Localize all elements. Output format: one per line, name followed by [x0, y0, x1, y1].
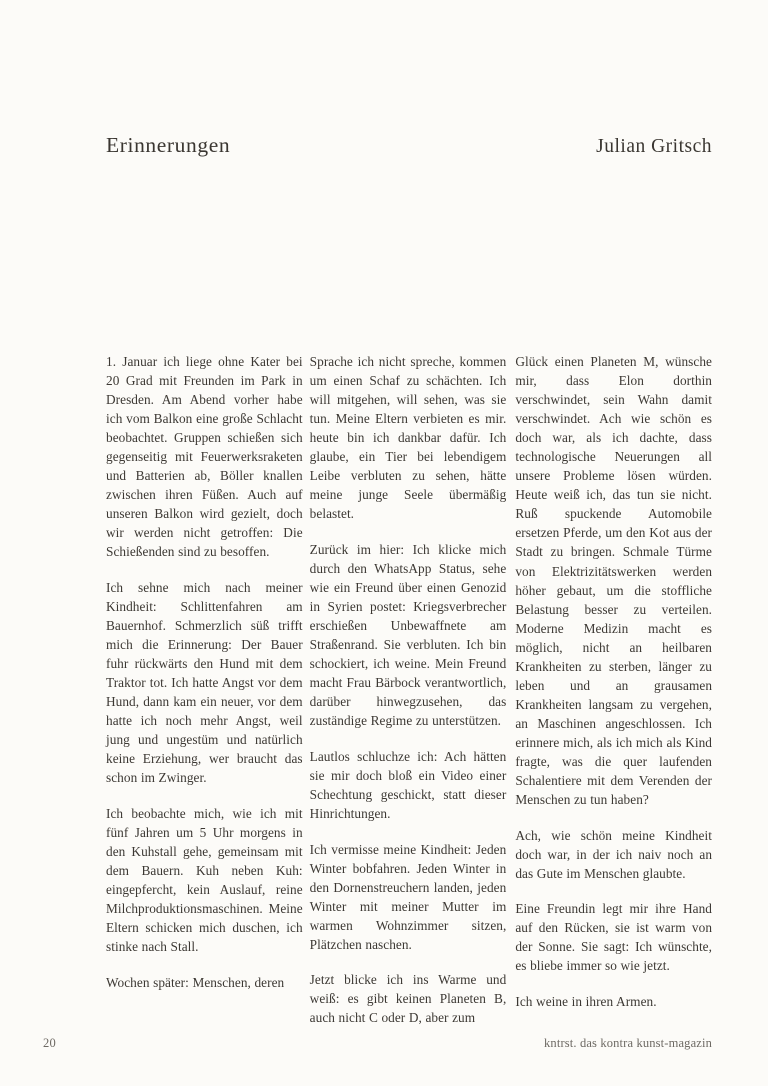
- paragraph: Eine Freundin legt mir ihre Hand auf den Rücken, sie ist warm von der Sonne. Sie sagt: Ich wünschte, es bliebe immer so wie jetzt.: [515, 901, 713, 974]
- paragraph: 1. Januar ich liege ohne Kater bei 20 Grad mit Freunden im Park in Dresden. Am Abend vorher habe ich vom Balkon eine große Schlacht beobachtet. Gruppen schießen sich gegenseitig mit Feuerwerksraketen und Batterien ab, Böller knallen zwischen ihren Füßen. Auch auf unseren Balkon wird gezielt, doch wir werden nicht getroffen: Die Schießenden sind zu besoffen.: [106, 354, 303, 560]
- paragraph: Ich sehne mich nach meiner Kindheit: Schlittenfahren am Bauernhof. Schmerzlich süß trifft mich die Erinnerung: Der Bauer fuhr rückwärts den Hund mit dem Traktor tot. Ich hatte Angst vor dem Hund, dann kam ein neuer, vor dem hatte ich noch mehr Angst, weil jung und ungestüm und natürlich keine Erziehung, wer braucht das schon im Zwinger.: [106, 580, 303, 786]
- paragraph: Ich beobachte mich, wie ich mit fünf Jahren um 5 Uhr morgens in den Kuhstall gehe, gemeinsam mit dem Bauern. Kuh neben Kuh: eingepfercht, kein Auslauf, reine Milchproduktionsmaschinen. Meine Eltern schicken mich duschen, ich stinke nach Stall.: [106, 806, 303, 955]
- page-header: [106, 133, 712, 158]
- paragraph: Sprache ich nicht spreche, kommen um einen Schaf zu schächten. Ich will mitgehen, will sehen, was sie tun. Meine Eltern verbieten es mir. heute bin ich dankbar dafür. Ich glaube, ein Tier bei lebendigem Leibe verbluten zu sehen, hätte meine junge Seele übermäßig belastet.: [309, 354, 507, 522]
- paragraph: Glück einen Planeten M, wünsche mir, dass Elon dorthin verschwindet, sein Wahn damit verschwindet. Ach wie schön es doch war, als ich dachte, dass technologische Neuerungen all unsere Probleme lösen würden. Heute weiß ich, das tun sie nicht. Ruß spuckende Automobile ersetzen Pferde, um den Kot aus der Stadt zu bringen. Schmale Türme von Elektrizitätswerken werden höher gebaut, um die stoffliche Belastung besser zu verteilen. Moderne Medizin macht es möglich, nicht an heilbaren Krankheiten zu sterben, länger zu leben und an grausamen Krankheiten langsam zu vergehen, an Maschinen angeschlossen. Ich erinnere mich, als ich mich als Kind fragte, was die quer laufenden Schalentiere mit dem Verenden der Menschen zu tun haben?: [515, 354, 713, 808]
- paragraph: Zurück im hier: Ich klicke mich durch den WhatsApp Status, sehe wie ein Freund über einen Genozid in Syrien postet: Kriegsverbrecher erschießen Unbewaffnete am Straßenrand. Sie verbluten. Ich bin schockiert, ich weine. Mein Freund macht Frau Bärbock verantwortlich, darüber hinwegzusehen, das zuständige Regime zu unterstützen.: [309, 541, 507, 729]
- text-column-1: [106, 352, 303, 990]
- paragraph: Ach, wie schön meine Kindheit doch war, in der ich naiv noch an das Gute im Menschen glaubte.: [515, 827, 713, 881]
- paragraph: Ich vermisse meine Kindheit: Jeden Winter bobfahren. Jeden Winter in den Dornenstreuchern landen, jeden Winter mit meiner Mutter im warmen Wohnzimmer sitzen, Plätzchen naschen.: [309, 841, 507, 952]
- paragraph: Jetzt blicke ich ins Warme und weiß: es gibt keinen Planeten B, auch nicht C oder D, aber zum: [309, 972, 507, 1026]
- text-column-2: [309, 352, 507, 1026]
- magazine-name: kntrst. das kontra kunst-magazin: [544, 1036, 712, 1050]
- article-title: Erinnerungen: [106, 133, 231, 157]
- article-author: Julian Gritsch: [596, 136, 712, 157]
- page-number: 20: [43, 1036, 57, 1050]
- article-body: [106, 352, 713, 1026]
- text-column-3: [515, 352, 713, 1009]
- paragraph: Ich weine in ihren Armen.: [515, 993, 657, 1009]
- paragraph: Lautlos schluchze ich: Ach hätten sie mir doch bloß ein Video einer Schechtung geschickt, statt dieser Hinrichtungen.: [309, 748, 507, 822]
- paragraph: Wochen später: Menschen, deren: [106, 974, 285, 990]
- page-footer: [43, 1036, 712, 1051]
